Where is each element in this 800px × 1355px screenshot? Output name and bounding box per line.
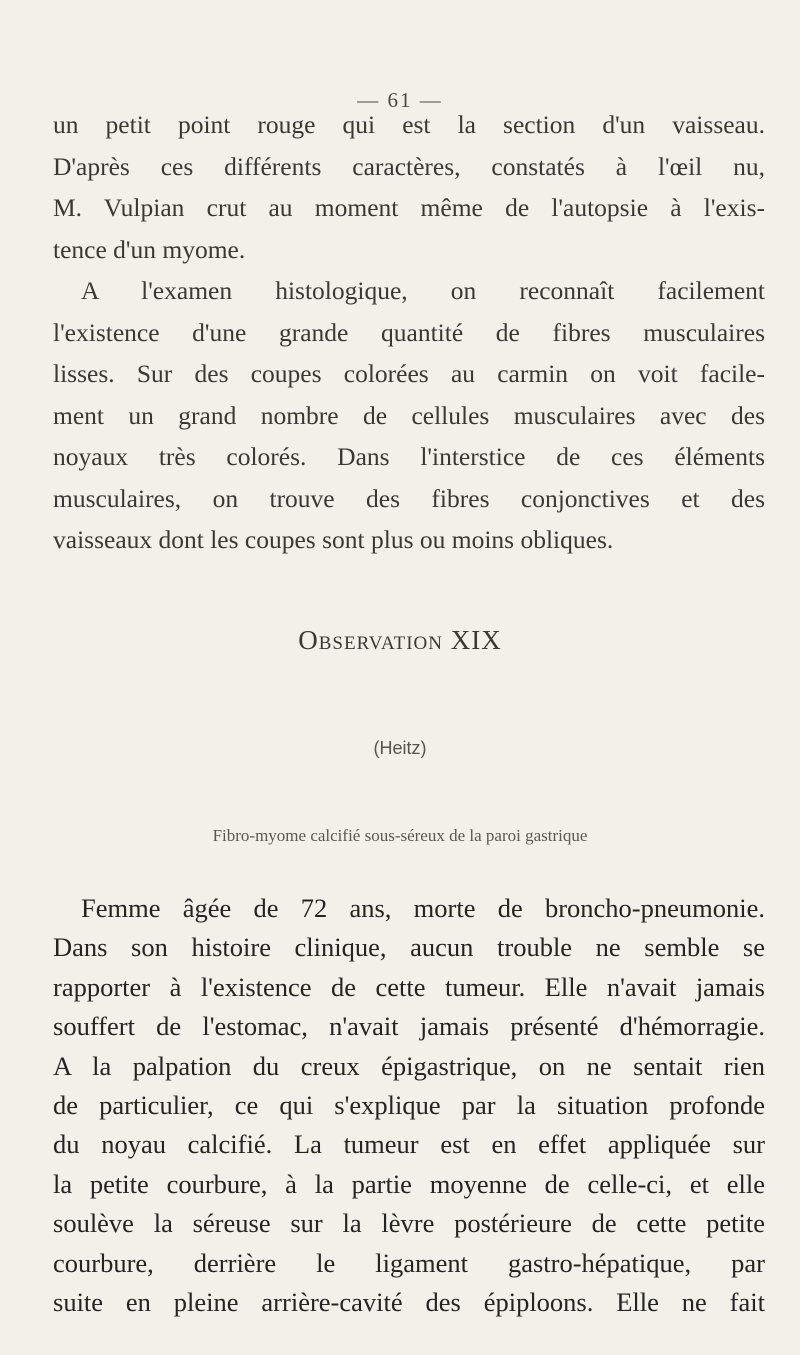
observation-title: Observation [298,625,443,655]
text-line: un petit point rouge qui est la section d'un vaisseau. [53,110,765,139]
text-line: vaisseaux dont les coupes sont plus ou moins obliques. [53,525,614,554]
text-line: ment un grand nombre de cellules musculaires avec des [53,400,765,430]
observation-numeral: XIX [450,625,502,655]
paragraph-histology [53,270,765,561]
text-line: noyaux très colorés. Dans l'interstice de ces éléments [53,442,765,471]
text-line: souffert de l'estomac, n'avait jamais présenté d'hémorragie. [53,1011,765,1042]
intro-text [53,104,765,561]
text-line: M. Vulpian crut au moment même de l'autopsie à l'exis- [53,193,765,222]
text-line: musculaires, on trouve des fibres conjonctives et des [53,483,765,513]
text-line: l'existence d'une grande quantité de fibres musculaires [53,317,765,347]
text-line: lisses. Sur des coupes colorées au carmin on voit facile- [53,359,765,388]
text-line: suite en pleine arrière-cavité des épiploons. Elle ne fait [53,1287,765,1318]
text-line: D'après ces différents caractères, constatés à l'œil nu, [53,151,765,181]
text-line: A la palpation du creux épigastrique, on ne sentait rien [53,1050,765,1081]
text-line: rapporter à l'existence de cette tumeur. Elle n'avait jamais [53,971,765,1002]
text-line: Femme âgée de 72 ans, morte de broncho-pneumonie. [81,893,765,923]
text-line: tence d'un myome. [53,234,246,264]
text-line: soulève la séreuse sur la lèvre postérieure de cette petite [53,1208,765,1239]
text-line: A l'examen histologique, on reconnaît facilement [81,276,765,305]
observation-heading [0,625,800,656]
text-line: courbure, derrière le ligament gastro-hépatique, par [53,1247,765,1278]
text-line: du noyau calcifié. La tumeur est en effet appliquée sur [53,1129,765,1160]
paragraph-case [53,889,765,1322]
observation-author: (Heitz) [373,738,427,758]
page-number: — 61 — [357,88,443,112]
observation-subtitle: Fibro-myome calcifié sous-séreux de la paroi gastrique [212,826,588,845]
case-text [53,889,765,1322]
text-line: Dans son histoire clinique, aucun trouble ne semble se [53,932,765,963]
text-line: la petite courbure, à la partie moyenne de celle-ci, et elle [53,1168,765,1199]
paragraph-autopsy [53,104,765,270]
text-line: de particulier, ce qui s'explique par la situation profonde [53,1090,765,1121]
